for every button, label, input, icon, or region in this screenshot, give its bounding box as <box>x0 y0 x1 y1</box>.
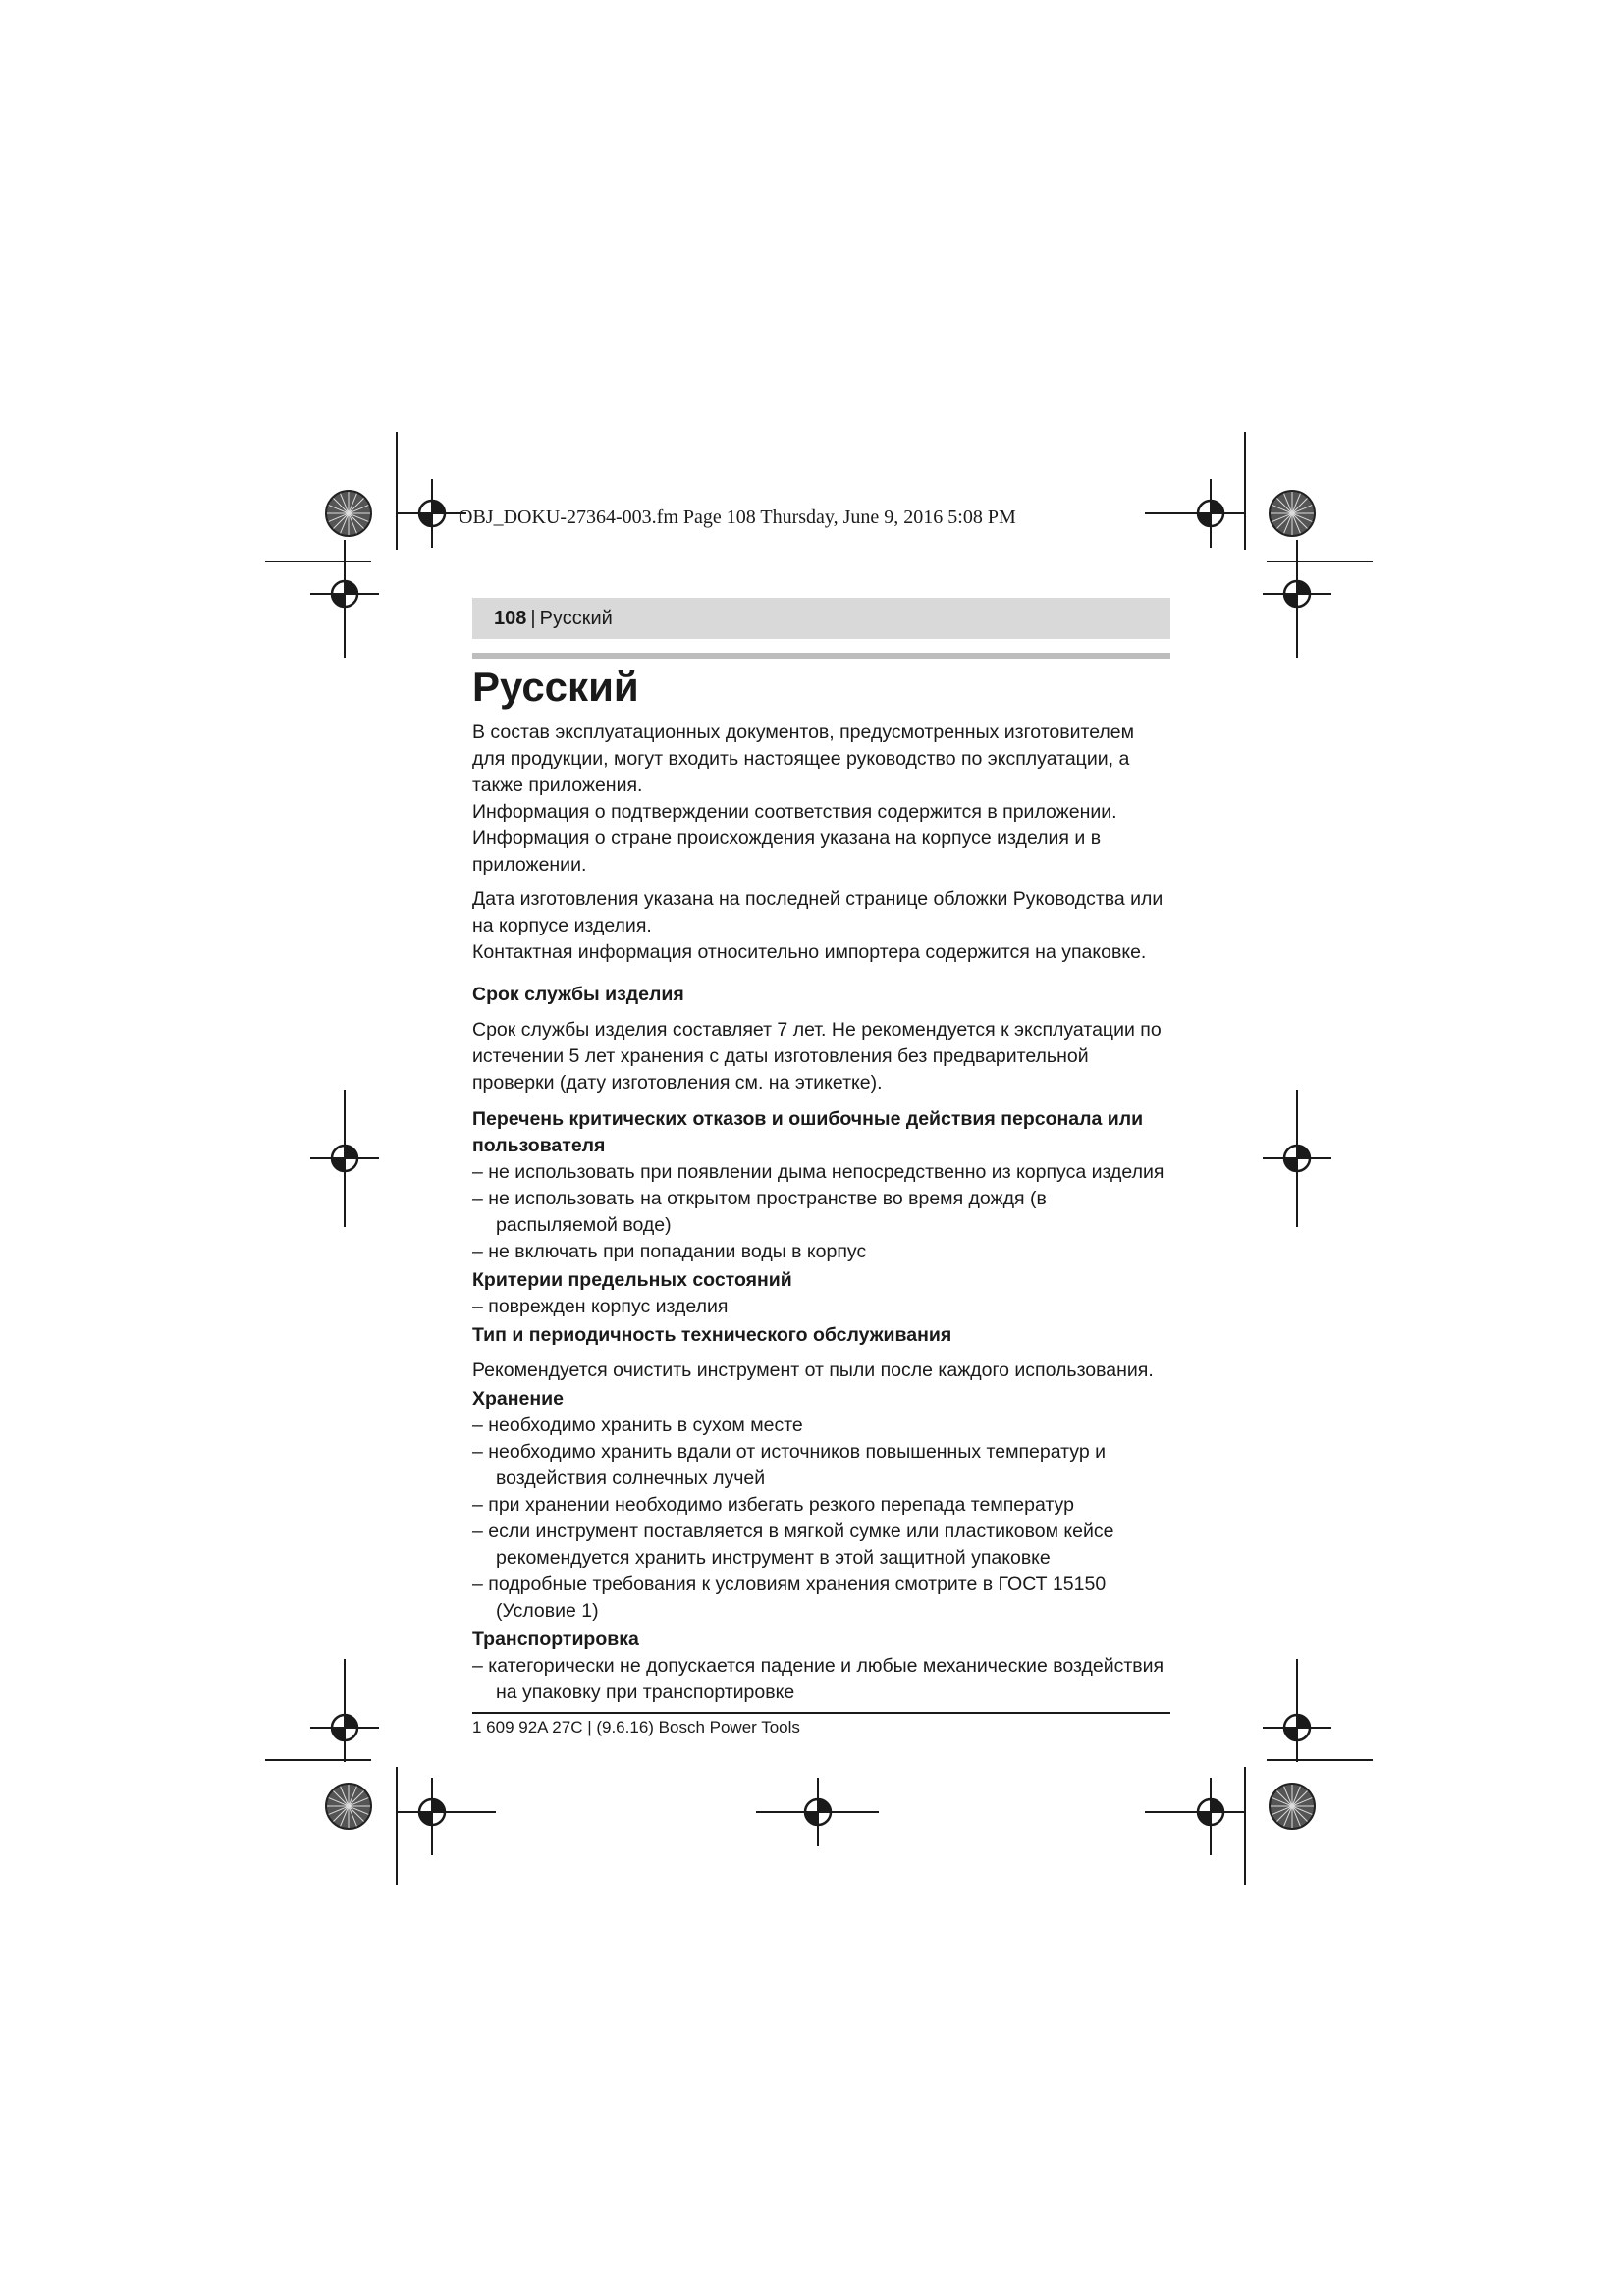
limit-states-heading: Критерии предельных состояний <box>472 1269 792 1291</box>
footer-rule <box>472 1712 1170 1714</box>
header-separator: | <box>530 607 536 629</box>
storage-list <box>472 1413 1170 1625</box>
file-slug: OBJ_DOKU-27364-003.fm Page 108 Thursday, June 9, 2016 5:08 PM <box>459 507 1016 528</box>
service-life-heading: Срок службы изделия <box>472 984 684 1005</box>
page-footer: 1 609 92A 27C | (9.6.16) Bosch Power Tools <box>472 1718 800 1736</box>
intro-paragraph: Контактная информация относительно импортера содержится на упаковке. <box>472 941 1147 963</box>
list-item: – необходимо хранить в сухом месте <box>472 1413 1170 1439</box>
list-item: – не использовать на открытом пространстве во время дождя (в распыляемой воде) <box>472 1186 1170 1239</box>
header-language: Русский <box>539 607 613 629</box>
list-item: – подробные требования к условиям хранения смотрите в ГОСТ 15150 (Условие 1) <box>472 1572 1170 1625</box>
maintenance-heading: Тип и периодичность технического обслуживания <box>472 1324 952 1346</box>
list-item: – необходимо хранить вдали от источников повышенных температур и воздействия солнечных лучей <box>472 1439 1170 1492</box>
transport-heading: Транспортировка <box>472 1629 639 1650</box>
page-title: Русский <box>472 664 639 710</box>
list-item: – поврежден корпус изделия <box>472 1294 1170 1320</box>
maintenance-text: Рекомендуется очистить инструмент от пыли после каждого использования. <box>472 1360 1154 1381</box>
page-number: 108 <box>494 607 527 629</box>
list-item: – не включать при попадании воды в корпус <box>472 1239 1170 1265</box>
page-content <box>472 662 1170 1706</box>
list-item: – категорически не допускается падение и любые механические воздействия на упаковку при транспортировке <box>472 1653 1170 1706</box>
list-item: – не использовать при появлении дыма непосредственно из корпуса изделия <box>472 1159 1170 1186</box>
failures-list <box>472 1159 1170 1265</box>
list-item: – если инструмент поставляется в мягкой сумке или пластиковом кейсе рекомендуется хранить инструмент в этой защитной упаковке <box>472 1519 1170 1572</box>
limit-states-list <box>472 1294 1170 1320</box>
intro-paragraph: В состав эксплуатационных документов, предусмотренных изготовителем для продукции, могут входить настоящее руководство по эксплуатации, а также приложения. <box>472 721 1135 796</box>
intro-paragraph: Дата изготовления указана на последней странице обложки Руководства или на корпусе изделия. <box>472 888 1164 936</box>
list-item: – при хранении необходимо избегать резкого перепада температур <box>472 1492 1170 1519</box>
transport-list <box>472 1653 1170 1706</box>
header-rule <box>472 653 1170 659</box>
running-header <box>472 598 1170 639</box>
storage-heading: Хранение <box>472 1388 564 1410</box>
intro-paragraph: Информация о стране происхождения указана на корпусе изделия и в приложении. <box>472 828 1102 876</box>
intro-paragraph: Информация о подтверждении соответствия содержится в приложении. <box>472 801 1117 823</box>
failures-heading: Перечень критических отказов и ошибочные действия персонала или пользователя <box>472 1108 1144 1156</box>
service-life-text: Срок службы изделия составляет 7 лет. Не рекомендуется к эксплуатации по истечении 5 лет хранения с даты изготовления без предварительной проверки (дату изготовления см. на этикетке). <box>472 1019 1162 1094</box>
